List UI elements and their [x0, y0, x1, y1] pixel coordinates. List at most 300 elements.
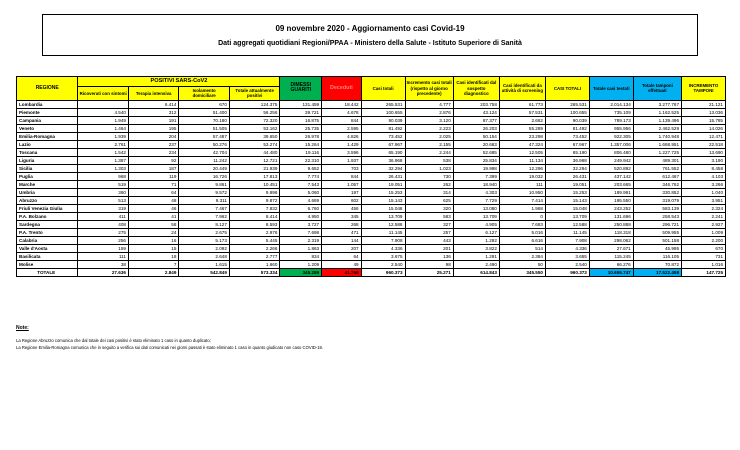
cell-value: 13.080 — [453, 204, 499, 212]
cell-value: 19.051 — [361, 180, 405, 188]
cell-value: 26.431 — [361, 172, 405, 180]
cell-value: 2.662 — [499, 116, 545, 124]
notes-section — [16, 325, 716, 351]
table-row — [17, 124, 726, 132]
cell-value: 25.834 — [453, 156, 499, 164]
cell-total-value: 573.334 — [229, 268, 280, 276]
cell-value: 1.542 — [78, 148, 128, 156]
cell-value: 2.025 — [405, 132, 453, 140]
cell-value: 39.650 — [229, 132, 280, 140]
cell-value: 3.596 — [322, 148, 362, 156]
cell-value: 298.062 — [589, 236, 633, 244]
cell-value: 7.543 — [280, 180, 322, 188]
cell-value: 13.690 — [682, 148, 726, 156]
cell-value: 203.665 — [589, 180, 633, 188]
cell-value: 4.669 — [280, 196, 322, 204]
cell-value: 57.531 — [499, 108, 545, 116]
cell-value: 319.079 — [633, 196, 681, 204]
cell-value: 16.875 — [280, 116, 322, 124]
cell-value: 136 — [405, 252, 453, 260]
cell-value: 489.301 — [633, 156, 681, 164]
cell-value: 4.540 — [78, 108, 128, 116]
cell-value: 2.777 — [229, 252, 280, 260]
cell-value: 265.531 — [545, 100, 589, 108]
cell-value: 1.863 — [280, 244, 322, 252]
cell-value: 6.127 — [453, 228, 499, 236]
cell-value: 501.158 — [633, 236, 681, 244]
cell-value: 7.414 — [499, 196, 545, 204]
cell-value: 5.060 — [280, 188, 322, 196]
cell-value: 2.462.529 — [633, 124, 681, 132]
cell-value: 320 — [405, 204, 453, 212]
cell-value: 262 — [405, 180, 453, 188]
cell-total-label: TOTALE — [17, 268, 78, 276]
cell-value: 258.543 — [633, 212, 681, 220]
cell-value: 14.026 — [682, 124, 726, 132]
cell-value: 4.336 — [361, 244, 405, 252]
cell-value: 19.032 — [499, 172, 545, 180]
cell-value: 1.057 — [322, 180, 362, 188]
cell-value: 51.505 — [179, 124, 229, 132]
cell-value: 730 — [405, 172, 453, 180]
cell-value: 45.995 — [633, 244, 681, 252]
cell-total-value: 960.373 — [361, 268, 405, 276]
cell-value: 13.709 — [545, 212, 589, 220]
col-header-casi-totali-2: CASI TOTALI — [545, 77, 589, 101]
cell-value: 18.940 — [453, 180, 499, 188]
cell-value: 4.777 — [405, 100, 453, 108]
cell-value: 73.452 — [361, 132, 405, 140]
cell-value: 2.490 — [453, 260, 499, 268]
cell-value: 189.991 — [589, 188, 633, 196]
cell-value: 1.162.525 — [633, 108, 681, 116]
cell-value: 38 — [78, 260, 128, 268]
cell-value: 12.588 — [361, 220, 405, 228]
cell-value: 8.593 — [229, 220, 280, 228]
cell-value: 296.721 — [633, 220, 681, 228]
cell-regione: Lombardia — [17, 100, 78, 108]
cell-value: 81.492 — [545, 124, 589, 132]
cell-value: 268 — [322, 220, 362, 228]
cell-value: 346.762 — [633, 180, 681, 188]
cell-value: 41 — [128, 212, 178, 220]
cell-value: 52.685 — [453, 148, 499, 156]
cell-value: 48 — [128, 196, 178, 204]
cell-value: 2.014.134 — [589, 100, 633, 108]
cell-value: 319 — [78, 204, 128, 212]
cell-value: 8.414 — [229, 212, 280, 220]
cell-value: 81.492 — [361, 124, 405, 132]
cell-value: 408 — [78, 220, 128, 228]
cell-value: 10.950 — [499, 188, 545, 196]
cell-value: 1.291 — [453, 252, 499, 260]
cell-value: 16 — [128, 236, 178, 244]
cell-value: 195.550 — [589, 196, 633, 204]
cell-value: 1.668.951 — [633, 140, 681, 148]
table-row — [17, 212, 726, 220]
cell-total-value: 345.550 — [499, 268, 545, 276]
cell-value: 15 — [128, 244, 178, 252]
cell-value: 8.458 — [682, 164, 726, 172]
cell-value: 5.016 — [499, 228, 545, 236]
cell-value: 437.142 — [589, 172, 633, 180]
cell-total-value: 25.271 — [405, 268, 453, 276]
cell-value: 1.023 — [405, 164, 453, 172]
cell-value: 204 — [128, 132, 178, 140]
cell-value: 2.927 — [682, 220, 726, 228]
cell-total-value: 345.289 — [280, 268, 322, 276]
cell-value: 844 — [322, 116, 362, 124]
cell-regione: Abruzzo — [17, 196, 78, 204]
cell-value: 19.998 — [453, 164, 499, 172]
cell-value: 4.678 — [322, 108, 362, 116]
cell-value: 735.109 — [589, 108, 633, 116]
cell-value: 761.552 — [633, 164, 681, 172]
cell-value: 197 — [322, 188, 362, 196]
cell-value: 2.223 — [405, 124, 453, 132]
cell-value: 56.256 — [229, 108, 280, 116]
cell-value: 32.294 — [361, 164, 405, 172]
cell-value: 1.387 — [78, 156, 128, 164]
table-row — [17, 228, 726, 236]
cell-total-value: 17.522.458 — [633, 268, 681, 276]
cell-value: 509.955 — [633, 228, 681, 236]
cell-value: 2.976 — [229, 228, 280, 236]
cell-value: 13.036 — [682, 108, 726, 116]
cell-value: 70.180 — [179, 116, 229, 124]
cell-value: 2.241 — [682, 212, 726, 220]
cell-regione: Liguria — [17, 156, 78, 164]
cell-value: 7 — [128, 260, 178, 268]
cell-value: 15.785 — [682, 116, 726, 124]
cell-total-value: 2.849 — [128, 268, 178, 276]
cell-value: 39.721 — [280, 108, 322, 116]
cell-regione: Piemonte — [17, 108, 78, 116]
cell-value: 195 — [128, 124, 178, 132]
cell-value: 12.721 — [229, 156, 280, 164]
cell-value: 955.956 — [589, 124, 633, 132]
cell-value: 520.892 — [589, 164, 633, 172]
cell-total-value: 542.849 — [179, 268, 229, 276]
cell-value: 100.655 — [545, 108, 589, 116]
cell-value: 6.760 — [280, 204, 322, 212]
cell-value: 17.813 — [229, 172, 280, 180]
cell-value: 9.872 — [229, 196, 280, 204]
cell-value: 90.039 — [361, 116, 405, 124]
cell-value: 1.429 — [322, 140, 362, 148]
header-title: 09 novembre 2020 - Aggiornamento casi Covid-19 — [275, 23, 465, 33]
cell-value: 3.822 — [453, 244, 499, 252]
cell-value: 10.451 — [229, 180, 280, 188]
cell-value: 16.726 — [179, 172, 229, 180]
cell-value: 625 — [405, 196, 453, 204]
col-header-casi-totali: Casi totali — [361, 77, 405, 101]
col-header-isolamento: Isolamento domiciliare — [179, 87, 229, 101]
cell-value: 7.962 — [179, 212, 229, 220]
cell-value: 67.967 — [545, 140, 589, 148]
cell-value: 15.264 — [280, 140, 322, 148]
cell-value: 4.826 — [322, 132, 362, 140]
cell-value: 1.740.948 — [633, 132, 681, 140]
cell-value: 9.861 — [179, 180, 229, 188]
cell-value: 144 — [322, 236, 362, 244]
cell-value: 7.467 — [179, 204, 229, 212]
table-row — [17, 260, 726, 268]
cell-value: 2.155 — [405, 140, 453, 148]
cell-value: 57.487 — [179, 132, 229, 140]
cell-value: 9.652 — [280, 164, 322, 172]
cell-value: 19.116 — [280, 148, 322, 156]
cell-regione: Lazio — [17, 140, 78, 148]
cell-value: 159 — [78, 244, 128, 252]
cell-value: 1.357.006 — [589, 140, 633, 148]
cell-value: 15.048 — [545, 204, 589, 212]
cell-value: 2.266 — [229, 244, 280, 252]
cell-value: 243.252 — [589, 204, 633, 212]
cell-regione: Sicilia — [17, 164, 78, 172]
cell-value: 806.480 — [589, 148, 633, 156]
col-header-incremento-tamponi: INCREMENTO TAMPONI — [682, 77, 726, 101]
cell-value: 250.888 — [589, 220, 633, 228]
cell-value: 8.127 — [179, 220, 229, 228]
cell-value: 50.276 — [179, 140, 229, 148]
col-header-group-positivi: POSITIVI SARS-CoV2 — [78, 77, 280, 87]
cell-value: 15.253 — [545, 188, 589, 196]
cell-value: 670 — [682, 244, 726, 252]
cell-value: 124.375 — [229, 100, 280, 108]
cell-value: 32.294 — [545, 164, 589, 172]
cell-value: 968 — [78, 172, 128, 180]
cell-value: 583.139 — [633, 204, 681, 212]
cell-value: 44.480 — [229, 148, 280, 156]
col-header-totale-attualmente-positivi: Totale attualmente positivi — [229, 87, 280, 101]
covid-data-table-wrapper — [16, 76, 726, 277]
cell-total-value: 147.725 — [682, 268, 726, 276]
cell-regione: Valle d'Aosta — [17, 244, 78, 252]
cell-value: 1.660 — [229, 260, 280, 268]
cell-value: 2.324 — [682, 204, 726, 212]
cell-value: 1.209 — [280, 260, 322, 268]
cell-total-value: 27.636 — [78, 268, 128, 276]
cell-value: 111 — [78, 252, 128, 260]
cell-value: 538 — [405, 156, 453, 164]
cell-value: 7.774 — [280, 172, 322, 180]
cell-value: 131.696 — [589, 212, 633, 220]
cell-value: 65.190 — [545, 148, 589, 156]
cell-value: 50.154 — [453, 132, 499, 140]
cell-value: 15.048 — [361, 204, 405, 212]
cell-value: 61.773 — [499, 100, 545, 108]
cell-value: 51.400 — [179, 108, 229, 116]
cell-value: 53.274 — [229, 140, 280, 148]
cell-value: 58 — [128, 220, 178, 228]
cell-regione: Sardegna — [17, 220, 78, 228]
cell-regione: Molise — [17, 260, 78, 268]
cell-value: 18 — [128, 252, 178, 260]
cell-value: 275 — [78, 228, 128, 236]
cell-value: 1.303 — [78, 164, 128, 172]
cell-value: 3.655 — [545, 252, 589, 260]
table-row — [17, 164, 726, 172]
cell-value: 1.040 — [682, 188, 726, 196]
table-row — [17, 252, 726, 260]
cell-value: 13.709 — [361, 212, 405, 220]
table-row — [17, 204, 726, 212]
cell-value: 4.950 — [280, 212, 322, 220]
cell-value: 19.051 — [545, 180, 589, 188]
cell-value: 191 — [128, 116, 178, 124]
cell-value: 119 — [128, 172, 178, 180]
table-row — [17, 108, 726, 116]
cell-value: 249.942 — [589, 156, 633, 164]
cell-value: 1.139.496 — [633, 116, 681, 124]
cell-value: 53.162 — [229, 124, 280, 132]
cell-value: 13.709 — [453, 212, 499, 220]
cell-regione: Toscana — [17, 148, 78, 156]
note-line: La Regione Abruzzo comunica che dal totale dei casi positivi è stato eliminato 1 caso in quanto duplicato; — [16, 338, 211, 343]
cell-value: 24 — [128, 228, 178, 236]
cell-value: 3.727 — [280, 220, 322, 228]
cell-value: 2.675 — [179, 228, 229, 236]
cell-value: 47.324 — [499, 140, 545, 148]
cell-value: 1.939 — [78, 132, 128, 140]
cell-value: 131.459 — [280, 100, 322, 108]
cell-value: 2.595 — [322, 124, 362, 132]
cell-value: 360 — [78, 188, 128, 196]
col-header-diagnostico: Casi identificati dal sospetto diagnostico — [453, 77, 499, 101]
cell-value: 2.200 — [682, 236, 726, 244]
cell-value: 7.399 — [453, 172, 499, 180]
table-head — [17, 77, 726, 101]
cell-value: 1.464 — [78, 124, 128, 132]
cell-value: 22.518 — [682, 140, 726, 148]
table-row — [17, 180, 726, 188]
col-header-ricoverati: Ricoverati con sintomi — [78, 87, 128, 101]
cell-value: 111 — [499, 180, 545, 188]
cell-value: 513 — [78, 196, 128, 204]
cell-value: 25.735 — [280, 124, 322, 132]
table-row — [17, 156, 726, 164]
cell-value: 9.996 — [229, 188, 280, 196]
cell-value: 7.683 — [499, 220, 545, 228]
cell-value: 7.729 — [453, 196, 499, 204]
cell-regione: Emilia-Romagna — [17, 132, 78, 140]
cell-value: 789.173 — [589, 116, 633, 124]
cell-value: 12.588 — [545, 220, 589, 228]
cell-value: 15.253 — [361, 188, 405, 196]
cell-value: 411 — [78, 212, 128, 220]
cell-value: 670 — [179, 100, 229, 108]
cell-value: 731 — [682, 252, 726, 260]
table-total-row — [17, 268, 726, 276]
cell-regione: Calabria — [17, 236, 78, 244]
cell-value: 602 — [322, 196, 362, 204]
cell-value: 3.277.767 — [633, 100, 681, 108]
cell-value: 5.173 — [179, 236, 229, 244]
cell-value: 67.967 — [361, 140, 405, 148]
cell-value: 26.431 — [545, 172, 589, 180]
table-row — [17, 196, 726, 204]
cell-value: 92 — [128, 156, 178, 164]
cell-value: 66.276 — [589, 260, 633, 268]
cell-value: 42.704 — [179, 148, 229, 156]
header-box — [42, 14, 698, 56]
cell-value: 55.289 — [499, 124, 545, 132]
cell-value: 1.949 — [78, 116, 128, 124]
col-header-totale-tamponi: Totale tamponi effettuati — [633, 77, 681, 101]
cell-value: 12.471 — [682, 132, 726, 140]
cell-value: 21.939 — [229, 164, 280, 172]
cell-value: 20.663 — [453, 140, 499, 148]
cell-value: 90.039 — [545, 116, 589, 124]
cell-value: 118.318 — [589, 228, 633, 236]
cell-value: 26.978 — [280, 132, 322, 140]
cell-value: 612.467 — [633, 172, 681, 180]
col-header-incremento: Incremento casi totali (rispetto al giorno precedente) — [405, 77, 453, 101]
cell-value: 15.143 — [361, 196, 405, 204]
cell-value: 6.414 — [128, 100, 178, 108]
col-header-deceduti: Deceduti — [322, 77, 362, 101]
col-header-dimessi: DIMESSI GUARITI — [280, 77, 322, 101]
cell-value: 18.442 — [322, 100, 362, 108]
col-header-terapia-intensiva: Terapia intensiva — [128, 87, 178, 101]
cell-value: 1.016 — [682, 260, 726, 268]
cell-value: 844 — [322, 172, 362, 180]
cell-value: 265.531 — [361, 100, 405, 108]
cell-value: 3.266 — [682, 180, 726, 188]
table-row — [17, 132, 726, 140]
cell-regione: P.A. Bolzano — [17, 212, 78, 220]
cell-value: 36.968 — [361, 156, 405, 164]
cell-value: 3.120 — [405, 116, 453, 124]
cell-value: 11.134 — [499, 156, 545, 164]
table-row — [17, 148, 726, 156]
cell-value: 583 — [405, 212, 453, 220]
cell-value: 20.449 — [179, 164, 229, 172]
cell-value: 2.540 — [545, 260, 589, 268]
cell-value: 3.190 — [682, 156, 726, 164]
cell-value: 471 — [322, 228, 362, 236]
table-row — [17, 188, 726, 196]
cell-value: 2.244 — [405, 148, 453, 156]
cell-value: 187 — [128, 164, 178, 172]
cell-value: 456 — [322, 204, 362, 212]
cell-value: 703 — [322, 164, 362, 172]
cell-value: 27.671 — [589, 244, 633, 252]
cell-value: 11.145 — [361, 228, 405, 236]
cell-value: 7.908 — [545, 236, 589, 244]
cell-value: 65.190 — [361, 148, 405, 156]
cell-total-value: 614.843 — [453, 268, 499, 276]
table-row — [17, 236, 726, 244]
cell-value: 116.105 — [633, 252, 681, 260]
cell-value: 201 — [405, 244, 453, 252]
cell-value: 3.951 — [682, 196, 726, 204]
table-row — [17, 100, 726, 108]
cell-value: 2.092 — [179, 244, 229, 252]
cell-value: 1.615 — [179, 260, 229, 268]
cell-value: 834 — [280, 252, 322, 260]
header-row-1 — [17, 77, 726, 87]
note-line: La Regione Emilia-Romagna comunica che in seguito a verifica sui dati comunicati nei giorni passati è stato eliminato 1 caso in quanto giudicato non caso COVID-19. — [16, 345, 324, 350]
col-header-totale-casi-testati: Totale casi testati — [589, 77, 633, 101]
cell-value: 100.655 — [361, 108, 405, 116]
cell-value: 1.227.725 — [633, 148, 681, 156]
cell-value: 6.616 — [499, 236, 545, 244]
cell-value: 922.305 — [589, 132, 633, 140]
cell-value: 2.648 — [179, 252, 229, 260]
cell-value: 46 — [128, 204, 178, 212]
